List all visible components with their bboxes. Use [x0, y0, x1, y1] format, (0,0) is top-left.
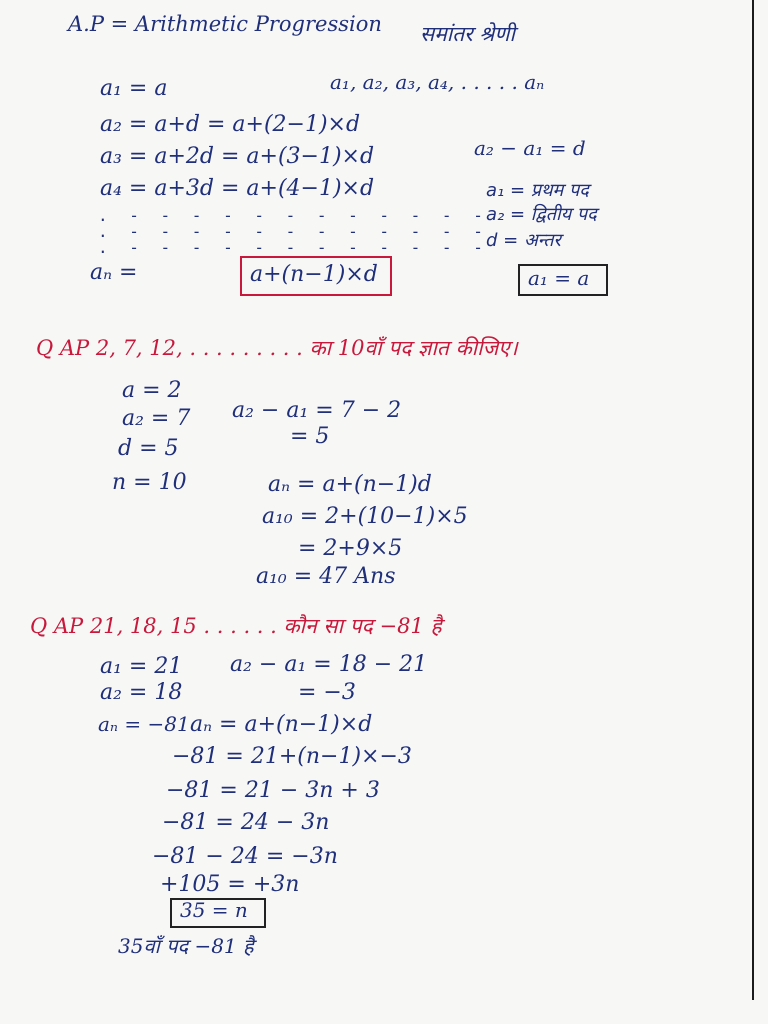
a2-definition: a₂ = द्वितीय पद	[486, 204, 597, 225]
q1-a2: a₂ = 7	[122, 406, 191, 431]
q2-step6: +105 = +3n	[160, 872, 300, 897]
q2-step3: −81 = 21 − 3n + 3	[166, 778, 380, 803]
q1-diff-2: = 5	[290, 424, 330, 449]
page-margin-line	[752, 0, 754, 1000]
q1-a: a = 2	[122, 378, 182, 403]
an-label: aₙ =	[90, 260, 138, 285]
q2-step5: −81 − 24 = −3n	[152, 844, 338, 869]
an-formula: a+(n−1)×d	[250, 262, 378, 287]
q1-step1: aₙ = a+(n−1)d	[268, 472, 432, 497]
q2-step1: aₙ = a+(n−1)×d	[190, 712, 373, 737]
sequence-line: a₁, a₂, a₃, a₄, . . . . . aₙ	[330, 70, 545, 94]
dash-row-3: . - - - - - - - - - - - -	[98, 238, 489, 257]
q1-step2: a₁₀ = 2+(10−1)×5	[262, 504, 468, 529]
a2-line: a₂ = a+d = a+(2−1)×d	[100, 112, 361, 137]
q2-question: Q AP 21, 18, 15 . . . . . . कौन सा पद −81 है	[30, 614, 442, 638]
q2-step4: −81 = 24 − 3n	[162, 810, 330, 835]
dash-row-2: . - - - - - - - - - - - -	[98, 222, 489, 241]
q1-diff-1: a₂ − a₁ = 7 − 2	[232, 398, 402, 423]
q1-answer: a₁₀ = 47 Ans	[256, 564, 396, 589]
page-title: A.P = Arithmetic Progression	[68, 12, 382, 36]
q2-step2: −81 = 21+(n−1)×−3	[172, 744, 412, 769]
q1-question: Q AP 2, 7, 12, . . . . . . . . . का 10वाँ पद ज्ञात कीजिए।	[36, 336, 518, 360]
q2-an: aₙ = −81	[98, 712, 190, 736]
q2-a1: a₁ = 21	[100, 654, 183, 679]
q1-n: n = 10	[112, 470, 187, 495]
q2-a2: a₂ = 18	[100, 680, 183, 705]
q2-diff-2: = −3	[298, 680, 356, 705]
q2-boxed: 35 = n	[180, 898, 248, 922]
a3-line: a₃ = a+2d = a+(3−1)×d	[100, 144, 375, 169]
q2-diff-1: a₂ − a₁ = 18 − 21	[230, 652, 428, 677]
a1-definition: a₁ = प्रथम पद	[486, 180, 589, 201]
q1-step3: = 2+9×5	[298, 536, 403, 561]
q2-conclusion: 35वाँ पद −81 है	[118, 934, 254, 958]
q1-d: d = 5	[118, 436, 179, 461]
difference-line: a₂ − a₁ = d	[474, 136, 586, 160]
a4-line: a₄ = a+3d = a+(4−1)×d	[100, 176, 375, 201]
a1-box-text: a₁ = a	[528, 266, 590, 290]
page-title-hindi: समांतर श्रेणी	[420, 22, 515, 46]
d-definition: d = अन्तर	[486, 230, 561, 251]
a1-line: a₁ = a	[100, 76, 168, 101]
dash-row-1: . - - - - - - - - - - - -	[98, 206, 489, 225]
